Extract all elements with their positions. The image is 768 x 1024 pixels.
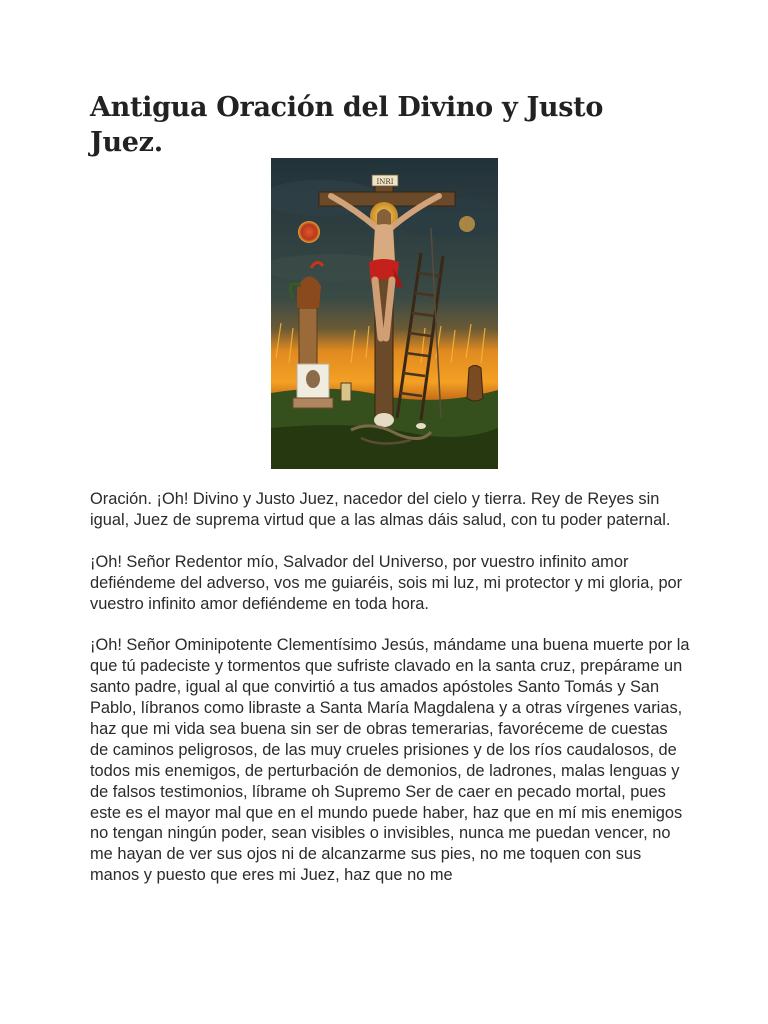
- paragraph: ¡Oh! Señor Ominipotente Clementísimo Jesús, mándame una buena muerte por la que tú padeciste y tormentos que sufriste clavado en la santa cruz, prepárame un santo padre, igual al que convirtió a tus amados apóstoles Santo Tomás y San Pablo, líbranos como libraste a Santa María Magdalena y a otras vírgenes varias, haz que mi vida sea buena sin ser de obras temerarias, favoréceme de cuestas de caminos peligrosos, de las muy crueles prisiones y de los ríos caudalosos, de todos mis enemigos, de perturbación de demonios, de ladrones, malas lenguas y de falsos testimonios, líbrame oh Supremo Ser de caer en pecado mortal, pues este es el mayor mal que en el mundo puede haber, haz que en mí mis enemigos no tengan ningún poder, sean visibles o invisibles, nunca me puedan vencer, no me hayan de ver sus ojos ni de alcanzarme sus pies, no me toquen con sus manos y puesto que eres mi Juez, haz que no me: [90, 636, 690, 885]
- page-title: Antigua Oración del Divino y Justo Juez.: [90, 92, 604, 158]
- crucifixion-image: [271, 158, 498, 469]
- paragraph: Oración. ¡Oh! Divino y Justo Juez, nacedor del cielo y tierra. Rey de Reyes sin igual, Juez de suprema virtud que a las almas dáis salud, con tu poder paternal.: [90, 490, 671, 529]
- inri-inscription: INRI: [376, 178, 394, 186]
- prayer-text: [90, 489, 690, 907]
- paragraph: ¡Oh! Señor Redentor mío, Salvador del Universo, por vuestro infinito amor defiéndeme del adverso, vos me guiaréis, sois mi luz, mi protector y mi gloria, por vuestro infinito amor defiéndeme en toda hora.: [90, 552, 683, 613]
